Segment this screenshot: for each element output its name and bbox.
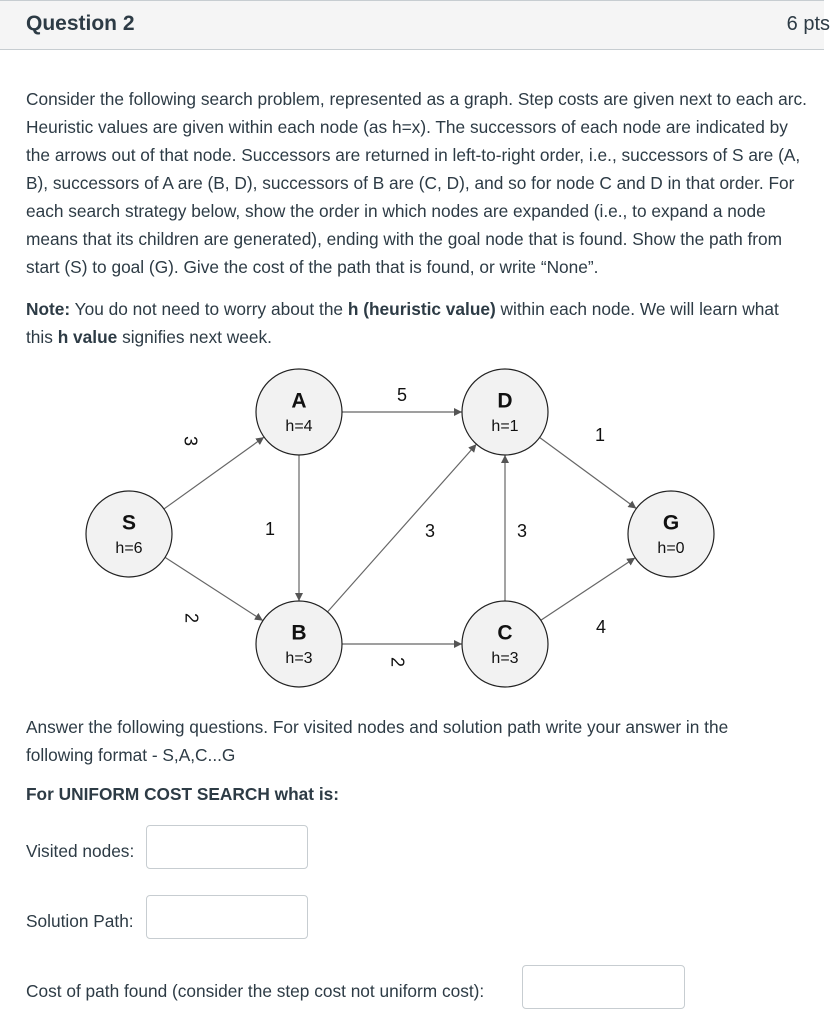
node-name-c: C — [497, 621, 513, 645]
node-name-g: G — [662, 511, 680, 535]
path-cost-label: Cost of path found (consider the step cost not uniform cost): — [26, 981, 485, 1001]
note-label: Note: — [26, 299, 71, 319]
question-line: each search strategy below, show the order in which nodes are expanded (i.e., to expand a node — [26, 201, 766, 221]
note-text-4: signifies next week. — [117, 327, 272, 347]
node-g — [628, 491, 714, 577]
node-c — [462, 601, 548, 687]
edge-cost-a-d: 5 — [396, 384, 408, 405]
node-heuristic-d: h=1 — [491, 418, 519, 436]
node-name-s: S — [121, 511, 137, 535]
note-text-2: within each node. We will learn what — [495, 299, 779, 319]
node-heuristic-a: h=4 — [285, 418, 313, 436]
question-header — [0, 0, 830, 50]
edge-d-g — [540, 437, 637, 508]
instructions-line: following format - S,A,C...G — [26, 745, 236, 765]
node-name-d: D — [497, 389, 513, 413]
question-line: Heuristic values are given within each node (as h=x). The successors of each node are indicated by — [26, 117, 788, 137]
question-line: start (S) to goal (G). Give the cost of the path that is found, or write “None”. — [26, 257, 599, 277]
instructions-line: Answer the following questions. For visited nodes and solution path write your answer in the — [26, 717, 729, 737]
node-b — [256, 601, 342, 687]
node-heuristic-s: h=6 — [115, 540, 143, 558]
node-heuristic-c: h=3 — [491, 650, 519, 668]
edge-cost-b-d: 3 — [424, 520, 436, 541]
edge-cost-c-d: 3 — [516, 520, 528, 541]
note-bold-2: h value — [57, 327, 118, 347]
question-line: means that its children are generated), ending with the goal node that is found. Show the path from — [26, 229, 783, 249]
note-text — [26, 295, 836, 351]
visited-nodes-input[interactable] — [146, 825, 308, 869]
node-name-a: A — [291, 389, 307, 413]
path-cost-input[interactable] — [522, 965, 685, 1009]
note-bold-1: h (heuristic value) — [347, 299, 496, 319]
edge-cost-s-b: 2 — [181, 612, 202, 624]
question-line: Consider the following search problem, represented as a graph. Step costs are given next to each arc. — [26, 89, 807, 109]
question-line: the arrows out of that node. Successors are returned in left-to-right order, i.e., successors of S are (A, — [26, 145, 801, 165]
edge-cost-b-c: 2 — [387, 656, 408, 668]
edge-cost-c-g: 4 — [595, 616, 607, 637]
question-title: Question 2 — [26, 12, 135, 35]
section-title: For UNIFORM COST SEARCH what is: — [26, 784, 339, 804]
node-d — [462, 369, 548, 455]
node-s — [86, 491, 172, 577]
solution-path-input[interactable] — [146, 895, 308, 939]
edge-b-d — [328, 444, 477, 612]
visited-nodes-label: Visited nodes: — [26, 841, 135, 861]
note-text-3: this — [26, 327, 58, 347]
question-text — [26, 85, 836, 281]
edge-cost-s-a: 3 — [180, 435, 201, 447]
node-a — [256, 369, 342, 455]
search-graph — [0, 362, 824, 692]
question-line: B), successors of A are (B, D), successors of B are (C, D), and so for node C and D in that order. For — [26, 173, 795, 193]
edge-s-a — [164, 437, 264, 509]
note-text-1: You do not need to worry about the — [70, 299, 348, 319]
solution-path-label: Solution Path: — [26, 911, 134, 931]
instructions-text — [26, 713, 836, 769]
node-heuristic-b: h=3 — [285, 650, 313, 668]
edge-cost-d-g: 1 — [594, 424, 606, 445]
node-name-b: B — [291, 621, 307, 645]
edge-cost-a-b: 1 — [264, 518, 276, 539]
edge-s-b — [165, 557, 263, 620]
edge-c-g — [541, 558, 635, 620]
question-points: 6 pts — [786, 13, 830, 35]
node-heuristic-g: h=0 — [657, 540, 685, 558]
